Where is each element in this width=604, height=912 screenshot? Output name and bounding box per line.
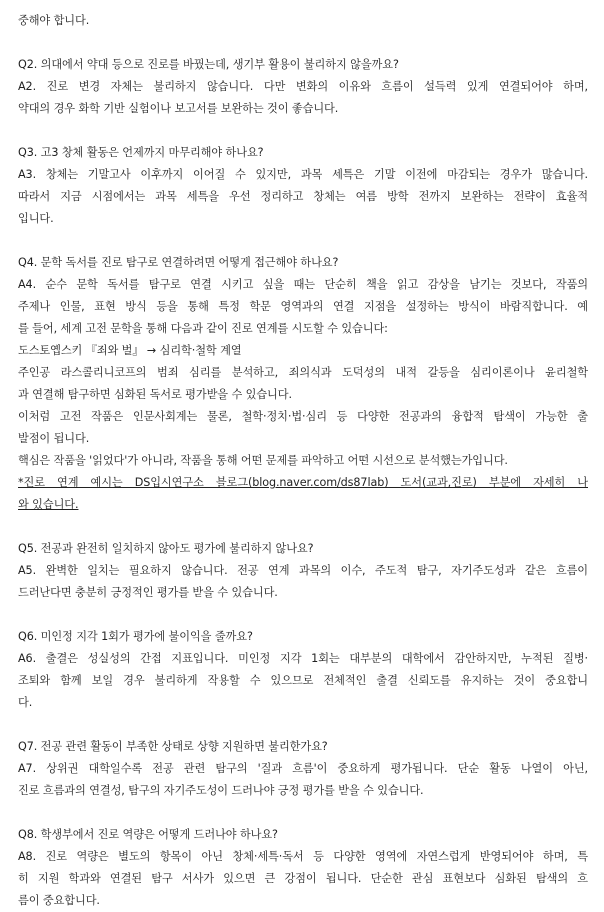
question-line: Q2. 의대에서 약대 등으로 진로를 바꿨는데, 생기부 활용이 불리하지 않을까요? — [18, 58, 399, 71]
answer-line: 진로 흐름과의 연결성, 탐구의 자기주도성이 드러나야 긍정 평가를 받을 수 있습니다. — [18, 784, 424, 797]
answer-line: 핵심은 작품을 '읽었다'가 아니라, 작품을 통해 어떤 문제를 파악하고 어떤 시선으로 분석했는가입니다. — [18, 454, 508, 467]
faq-item-q5 — [18, 538, 588, 604]
faq-item-q6 — [18, 626, 588, 714]
question-line: Q6. 미인정 지각 1회가 평가에 불이익을 줄까요? — [18, 630, 253, 643]
faq-item-q3 — [18, 142, 588, 230]
faq-item-q2 — [18, 54, 588, 120]
question-line: Q5. 전공과 완전히 일치하지 않아도 평가에 불리하지 않나요? — [18, 542, 314, 555]
question-line: Q3. 고3 창체 활동은 언제까지 마무리해야 하나요? — [18, 146, 264, 159]
answer-line: A3. 창체는 기말고사 이후까지 이어질 수 있지만, 과목 세특은 기말 이전에 마감되는 경우가 많습니다. — [18, 168, 588, 181]
answer-line: A6. 출결은 성실성의 간접 지표입니다. 미인정 지각 1회는 대부분의 대학에서 감안하지만, 누적된 질병· — [18, 652, 588, 665]
answer-line: 주인공 라스콜리니코프의 범죄 심리를 분석하고, 죄의식과 도덕성의 내적 갈등을 심리이론이나 윤리철학 — [18, 366, 588, 379]
question-line: Q8. 학생부에서 진로 역량은 어떻게 드러나야 하나요? — [18, 828, 278, 841]
answer-line: A5. 완벽한 일치는 필요하지 않습니다. 전공 연계 과목의 이수, 주도적 탐구, 자기주도성과 같은 흐름이 — [18, 564, 588, 577]
intro-tail-line: 중해야 합니다. — [18, 14, 90, 27]
answer-line: 주제나 인물, 표현 방식 등을 통해 특정 학문 영역과의 연결 지점을 설정하는 방식이 바람직합니다. 예 — [18, 300, 588, 313]
answer-line: 입니다. — [18, 212, 54, 225]
answer-line: A2. 진로 변경 자체는 불리하지 않습니다. 다만 변화의 이유와 흐름이 설득력 있게 연결되어야 하며, — [18, 80, 588, 93]
answer-line: A4. 순수 문학 독서를 탐구로 연결 시키고 싶을 때는 단순히 책을 읽고 감상을 남기는 것보다, 작품의 — [18, 278, 588, 291]
answer-line: A8. 진로 역량은 별도의 항목이 아닌 창체·세특·독서 등 다양한 영역에 자연스럽게 반영되어야 하며, 특 — [18, 850, 588, 863]
answer-line: 과 연결해 탐구하면 심화된 독서로 평가받을 수 있습니다. — [18, 388, 292, 401]
book-example-line: 도스토옙스키 『죄와 벌』 → 심리학·철학 계열 — [18, 344, 242, 357]
answer-line: 이처럼 고전 작품은 인문사회계는 물론, 철학·정치·법·심리 등 다양한 전공과의 융합적 탐색이 가능한 출 — [18, 410, 588, 423]
answer-line: 드러난다면 충분히 긍정적인 평가를 받을 수 있습니다. — [18, 586, 278, 599]
answer-line: 다. — [18, 696, 33, 709]
answer-line: 약대의 경우 화학 기반 실험이나 보고서를 보완하는 것이 좋습니다. — [18, 102, 339, 115]
answer-line: 히 지원 학과와 연결된 탐구 서사가 있으면 큰 강점이 됩니다. 단순한 관심 표현보다 심화된 탐색의 흐 — [18, 872, 588, 885]
answer-line: 를 들어, 세계 고전 문학을 통해 다음과 같이 진로 연계를 시도할 수 있습니다: — [18, 322, 388, 335]
faq-item-q7 — [18, 736, 588, 802]
answer-line: 발점이 됩니다. — [18, 432, 90, 445]
faq-item-q8 — [18, 824, 588, 912]
faq-item-q4 — [18, 252, 588, 516]
question-line: Q4. 문학 독서를 진로 탐구로 연결하려면 어떻게 접근해야 하나요? — [18, 256, 339, 269]
question-line: Q7. 전공 관련 활동이 부족한 상태로 상향 지원하면 불리한가요? — [18, 740, 328, 753]
answer-line: 름이 중요합니다. — [18, 894, 100, 907]
answer-line: A7. 상위권 대학일수록 전공 관련 탐구의 '질과 흐름'이 중요하게 평가됩니다. 단순 활동 나열이 아닌, — [18, 762, 588, 775]
answer-line: 따라서 지금 시점에서는 과목 세특을 우선 정리하고 창체는 여름 방학 전까지 보완하는 전략이 효율적 — [18, 190, 588, 203]
answer-line: 조퇴와 함께 보일 경우 불리하게 작용할 수 있으므로 전체적인 출결 신뢰도를 유지하는 것이 중요합니 — [18, 674, 588, 687]
blog-reference-link[interactable]: 와 있습니다. — [18, 498, 79, 511]
blog-reference-link[interactable]: *진로 연계 예시는 DS입시연구소 블로그(blog.naver.com/ds87lab) 도서(교과,진로) 부분에 자세히 나 — [18, 476, 588, 489]
